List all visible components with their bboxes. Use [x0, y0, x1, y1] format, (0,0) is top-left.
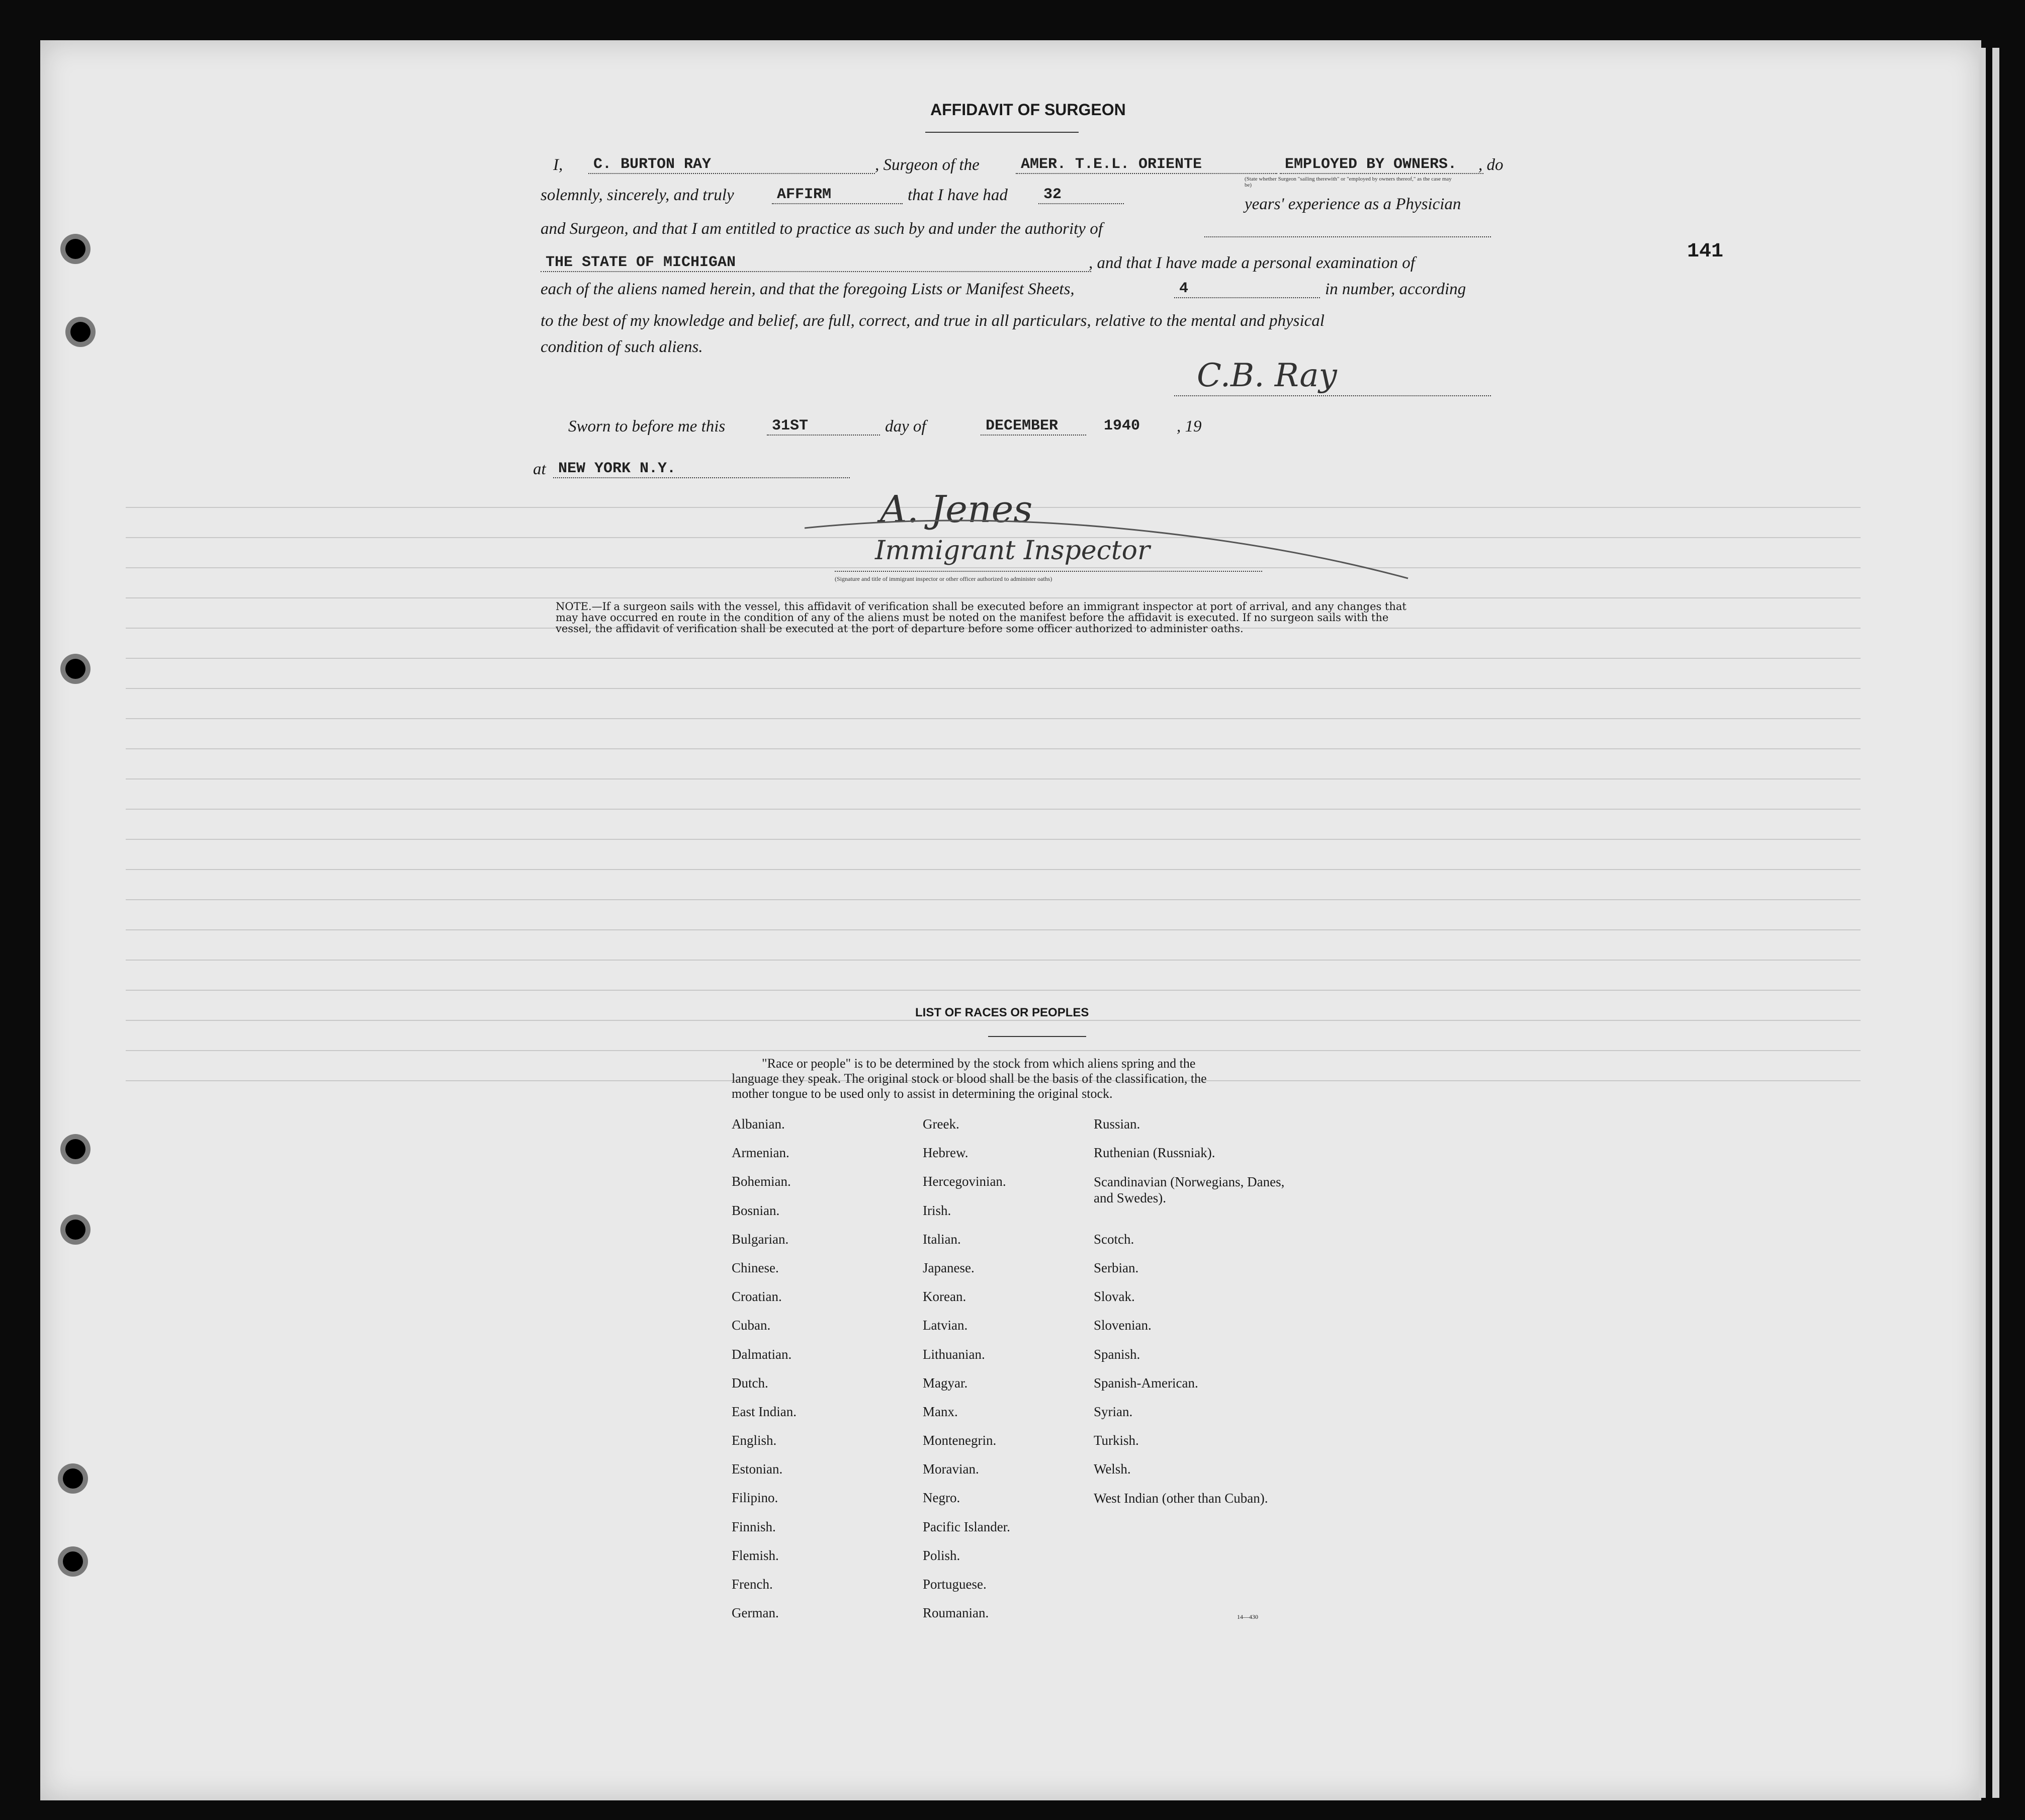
race-item: Latvian.: [923, 1318, 968, 1333]
race-item: Filipino.: [732, 1490, 778, 1506]
years-field: 32: [1038, 186, 1124, 204]
vessel-field: AMER. T.E.L. ORIENTE: [1016, 156, 1277, 174]
race-item: Polish.: [923, 1547, 960, 1563]
line1-suffix: , do: [1478, 156, 1504, 174]
employment-field: EMPLOYED BY OWNERS.: [1280, 156, 1483, 174]
race-item: Finnish.: [732, 1519, 776, 1534]
place-field: NEW YORK N.Y.: [553, 460, 850, 478]
race-item: Hebrew.: [923, 1145, 969, 1161]
race-item: Armenian.: [732, 1145, 789, 1161]
line6-prefix: each of the aliens named herein, and that the foregoing Lists or Manifest Sheets,: [541, 280, 1075, 298]
line1-mid: , Surgeon of the: [875, 156, 980, 174]
title-underline: [925, 132, 1079, 133]
affidavit-line-7: to the best of my knowledge and belief, are full, correct, and true in all particulars, relative to the mental and physical: [541, 312, 1325, 330]
race-item: Cuban.: [732, 1318, 771, 1333]
place-prefix: at: [533, 460, 546, 478]
line6-suffix: in number, according: [1325, 280, 1466, 298]
race-item: Lithuanian.: [923, 1346, 985, 1362]
race-item: Italian.: [923, 1231, 961, 1247]
binder-hole: [65, 659, 85, 679]
race-item: Flemish.: [732, 1547, 779, 1563]
authority-field: THE STATE OF MICHIGAN: [541, 254, 1091, 272]
race-item: Montenegrin.: [923, 1433, 997, 1448]
binder-hole: [65, 239, 85, 259]
race-item: Scotch.: [1094, 1231, 1134, 1247]
races-description: "Race or people" is to be determined by the stock from which aliens spring and the language they speak. The original stock or blood shall be the basis of the classification, the mother tongue to be used only to assist in determining the original stock.: [732, 1056, 1207, 1101]
race-item: Syrian.: [1094, 1404, 1133, 1419]
race-item: Turkish.: [1094, 1433, 1139, 1448]
signature-rule: [1174, 395, 1491, 396]
race-item: Bohemian.: [732, 1174, 791, 1189]
inspector-rule: [835, 571, 1262, 572]
race-item: Manx.: [923, 1404, 958, 1419]
race-item: Magyar.: [923, 1375, 968, 1391]
race-item: Chinese.: [732, 1260, 779, 1275]
line2-prefix: solemnly, sincerely, and truly: [541, 186, 734, 204]
surgeon-signature: C.B. Ray: [1197, 357, 1337, 394]
authority-rule: [1204, 236, 1491, 237]
line1-prefix: I,: [553, 156, 563, 174]
race-item: Dalmatian.: [732, 1346, 792, 1362]
races-title: LIST OF RACES OR PEOPLES: [915, 1006, 1089, 1019]
races-column-3: [1094, 1116, 1305, 1519]
race-item: Slovenian.: [1094, 1318, 1152, 1333]
inspector-title: Immigrant Inspector: [875, 536, 1150, 566]
sworn-day-field: 31ST: [767, 417, 880, 436]
race-item: Pacific Islander.: [923, 1519, 1010, 1534]
page-edge: [1979, 48, 1986, 1798]
race-item: Scandinavian (Norwegians, Danes, and Swedes).: [1094, 1174, 1285, 1206]
sworn-month-field: DECEMBER: [981, 417, 1086, 436]
affidavit-note: NOTE.—If a surgeon sails with the vessel, this affidavit of verification shall be executed before an immigrant inspector at port of arrival, and any changes that may have occurred en route in the condition of any of the aliens must be noted on the manifest before the affidavit is executed. If no surgeon sails with the vessel, the affidavit of verification shall be executed at the port of departure before some officer authorized to administer oaths.: [556, 600, 1406, 635]
race-item: East Indian.: [732, 1404, 797, 1419]
surgeon-name-field: C. BURTON RAY: [588, 156, 875, 174]
race-item: Welsh.: [1094, 1461, 1131, 1477]
race-item: Serbian.: [1094, 1260, 1139, 1275]
race-item: Russian.: [1094, 1116, 1140, 1132]
binder-hole: [63, 1468, 83, 1489]
race-item: Moravian.: [923, 1461, 979, 1477]
line2-mid: that I have had: [908, 186, 1008, 204]
race-item: Dutch.: [732, 1375, 768, 1391]
affidavit-line-4: and Surgeon, and that I am entitled to practice as such by and under the authority of: [541, 220, 1103, 238]
race-item: Ruthenian (Russniak).: [1094, 1145, 1215, 1161]
binder-hole: [63, 1551, 83, 1572]
race-item: French.: [732, 1577, 773, 1592]
race-item: Irish.: [923, 1202, 951, 1218]
affirmation-field: AFFIRM: [772, 186, 903, 204]
sworn-year-field: 1940: [1104, 417, 1140, 435]
race-item: Greek.: [923, 1116, 959, 1132]
race-item: Korean.: [923, 1289, 966, 1305]
sworn-suffix: , 19: [1177, 417, 1202, 436]
races-column-1: [732, 1116, 943, 1634]
inspector-signature: A. Jenes: [880, 488, 1033, 531]
binder-hole: [70, 322, 91, 342]
race-item: Bosnian.: [732, 1202, 780, 1218]
affidavit-line-3: years' experience as a Physician: [1245, 195, 1461, 213]
page-edge: [1992, 48, 1999, 1798]
form-number: 14—430: [1237, 1613, 1258, 1620]
inspector-caption: (Signature and title of immigrant inspector or other officer authorized to administer oaths): [835, 575, 1052, 582]
affidavit-title: AFFIDAVIT OF SURGEON: [930, 101, 1126, 119]
race-item: Roumanian.: [923, 1605, 989, 1621]
race-item: English.: [732, 1433, 777, 1448]
sheets-field: 4: [1174, 280, 1320, 298]
race-item: German.: [732, 1605, 779, 1621]
binder-hole: [65, 1220, 85, 1240]
race-item: Japanese.: [923, 1260, 975, 1275]
sheet-number: 141: [1687, 240, 1724, 263]
line5-suffix: , and that I have made a personal examination of: [1089, 254, 1415, 272]
race-item: Estonian.: [732, 1461, 783, 1477]
races-title-underline: [988, 1036, 1086, 1037]
race-item: Slovak.: [1094, 1289, 1135, 1305]
employment-hint: (State whether Surgeon "sailing therewith" or "employed by owners thereof," as the case may be): [1245, 176, 1452, 188]
race-item: Albanian.: [732, 1116, 785, 1132]
race-item: Bulgarian.: [732, 1231, 789, 1247]
race-item: Spanish.: [1094, 1346, 1140, 1362]
race-item: Hercegovinian.: [923, 1174, 1006, 1189]
race-item: Croatian.: [732, 1289, 782, 1305]
race-item: Portuguese.: [923, 1577, 987, 1592]
sworn-mid: day of: [885, 417, 926, 436]
binder-hole: [65, 1139, 85, 1159]
race-item: West Indian (other than Cuban).: [1094, 1491, 1268, 1506]
race-item: Spanish-American.: [1094, 1375, 1198, 1391]
affidavit-line-8: condition of such aliens.: [541, 338, 703, 356]
sworn-prefix: Sworn to before me this: [568, 417, 726, 436]
race-item: Negro.: [923, 1490, 960, 1506]
